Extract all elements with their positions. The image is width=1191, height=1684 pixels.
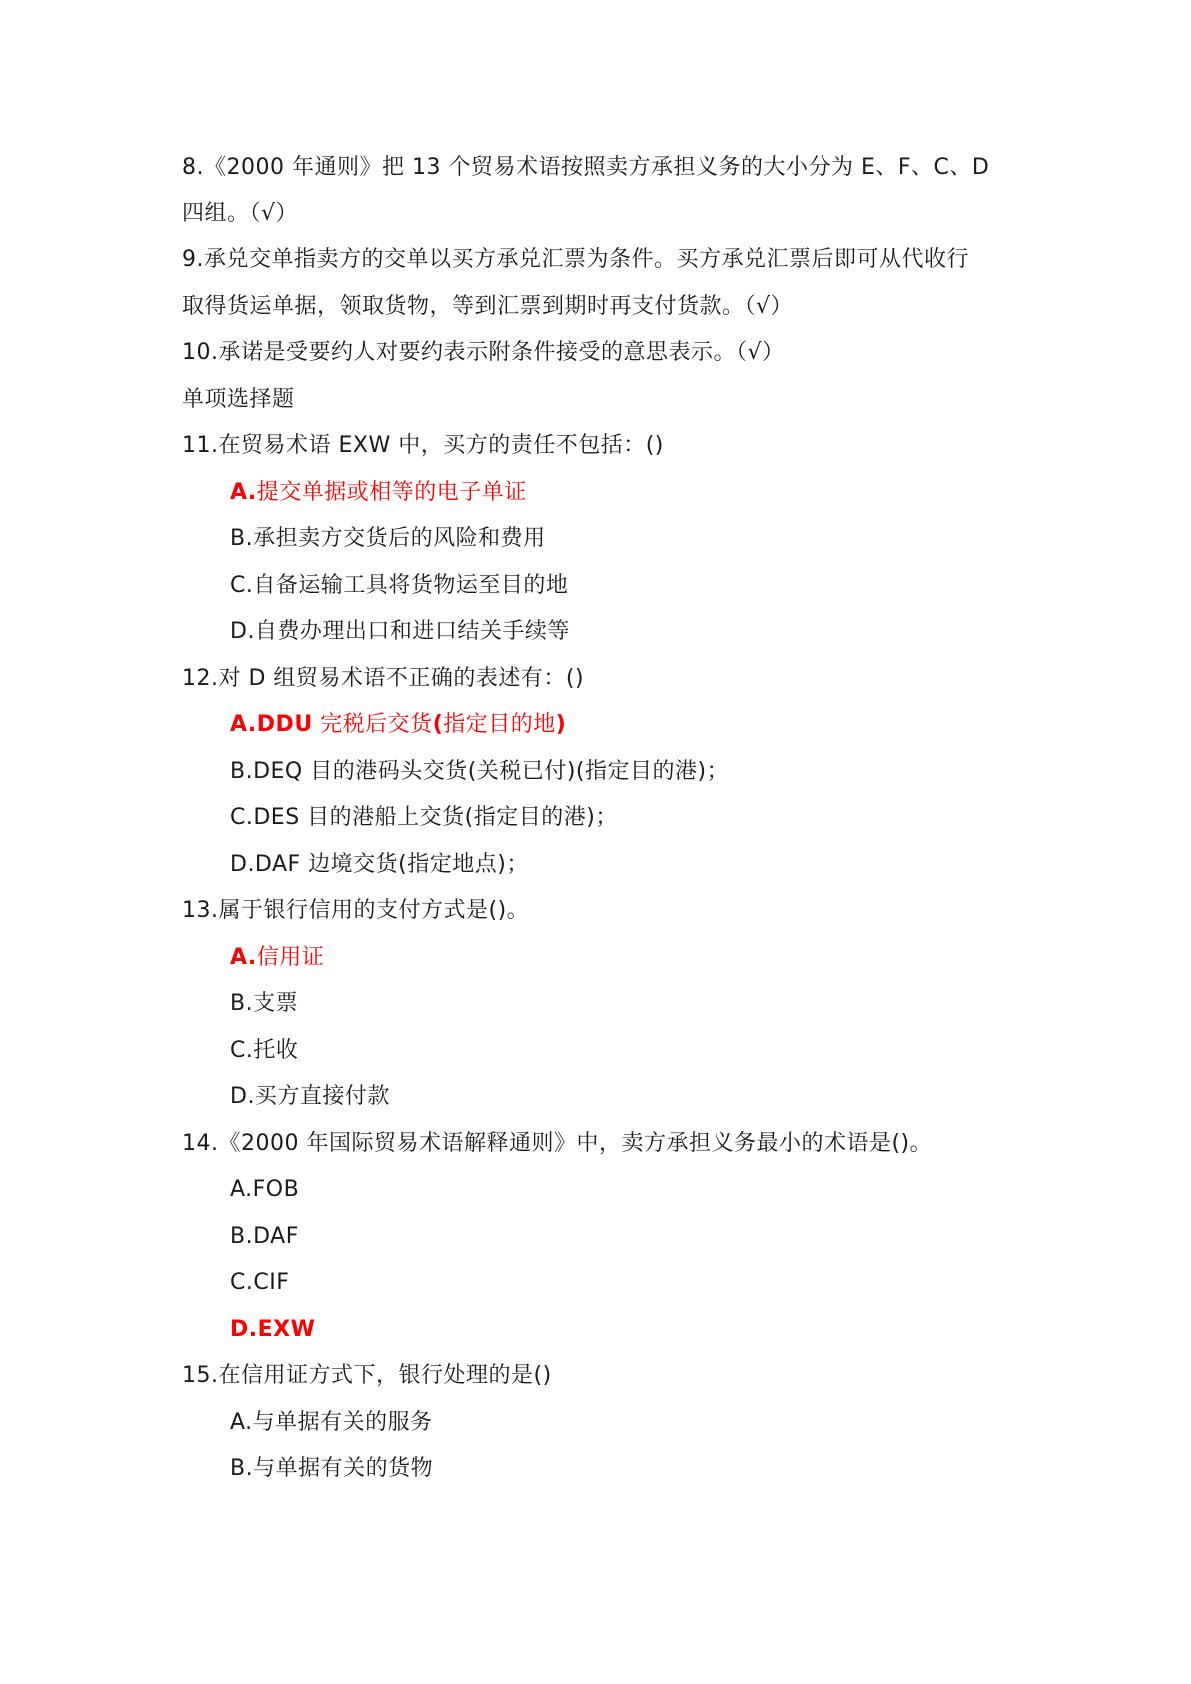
question-13-option-d: D.买方直接付款 xyxy=(230,1084,390,1109)
question-11-stem: 11.在贸易术语 EXW 中，买方的责任不包括：() xyxy=(182,433,664,458)
option-letter: A. xyxy=(230,480,257,505)
question-12-option-d: D.DAF 边境交货(指定地点)； xyxy=(230,852,529,877)
option-text: 信用证 xyxy=(256,945,325,970)
question-15-option-a: A.与单据有关的服务 xyxy=(230,1410,433,1435)
question-15-stem: 15.在信用证方式下，银行处理的是() xyxy=(182,1363,552,1388)
question-8-line-2: 四组。（√） xyxy=(182,201,299,226)
option-paren-close: ) xyxy=(555,712,567,737)
question-13-option-a-correct xyxy=(230,943,324,973)
question-13-option-b: B.支票 xyxy=(230,991,299,1016)
question-11-option-b: B.承担卖方交货后的风险和费用 xyxy=(230,526,546,551)
question-13-option-c: C.托收 xyxy=(230,1038,299,1063)
question-11-option-d: D.自费办理出口和进口结关手续等 xyxy=(230,619,570,644)
question-14-option-c: C.CIF xyxy=(230,1270,290,1295)
question-8-line-1: 8.《2000 年通则》把 13 个贸易术语按照卖方承担义务的大小分为 E、F、C、D xyxy=(182,155,990,180)
option-letter: A.DDU xyxy=(230,712,313,737)
option-text: 提交单据或相等的电子单证 xyxy=(256,480,527,505)
question-14-option-a: A.FOB xyxy=(230,1177,300,1202)
question-12-option-a-correct xyxy=(230,710,566,740)
question-15-option-b: B.与单据有关的货物 xyxy=(230,1456,434,1481)
option-text: 完税后交货 xyxy=(312,712,433,737)
question-10: 10.承诺是受要约人对要约表示附条件接受的意思表示。（√） xyxy=(182,340,785,365)
question-13-stem: 13.属于银行信用的支付方式是()。 xyxy=(182,898,530,923)
question-9-line-1: 9.承兑交单指卖方的交单以买方承兑汇票为条件。买方承兑汇票后即可从代收行 xyxy=(182,247,969,272)
option-letter: A. xyxy=(230,945,257,970)
question-14-option-b: B.DAF xyxy=(230,1224,299,1249)
question-14-stem: 14.《2000 年国际贸易术语解释通则》中，卖方承担义务最小的术语是()。 xyxy=(182,1131,933,1156)
question-11-option-a-correct xyxy=(230,478,527,508)
section-title: 单项选择题 xyxy=(182,387,295,412)
question-12-option-c: C.DES 目的港船上交货(指定目的港)； xyxy=(230,805,618,830)
question-11-option-c: C.自备运输工具将货物运至目的地 xyxy=(230,573,569,598)
question-9-line-2: 取得货运单据，领取货物，等到汇票到期时再支付货款。（√） xyxy=(182,294,794,319)
question-14-option-d-correct: D.EXW xyxy=(230,1317,316,1342)
question-12-option-b: B.DEQ 目的港码头交货(关税已付)(指定目的港)； xyxy=(230,759,730,784)
option-paren-open: ( xyxy=(432,712,444,737)
option-text-2: 指定目的地 xyxy=(443,712,556,737)
question-12-stem: 12.对 D 组贸易术语不正确的表述有：() xyxy=(182,666,585,691)
